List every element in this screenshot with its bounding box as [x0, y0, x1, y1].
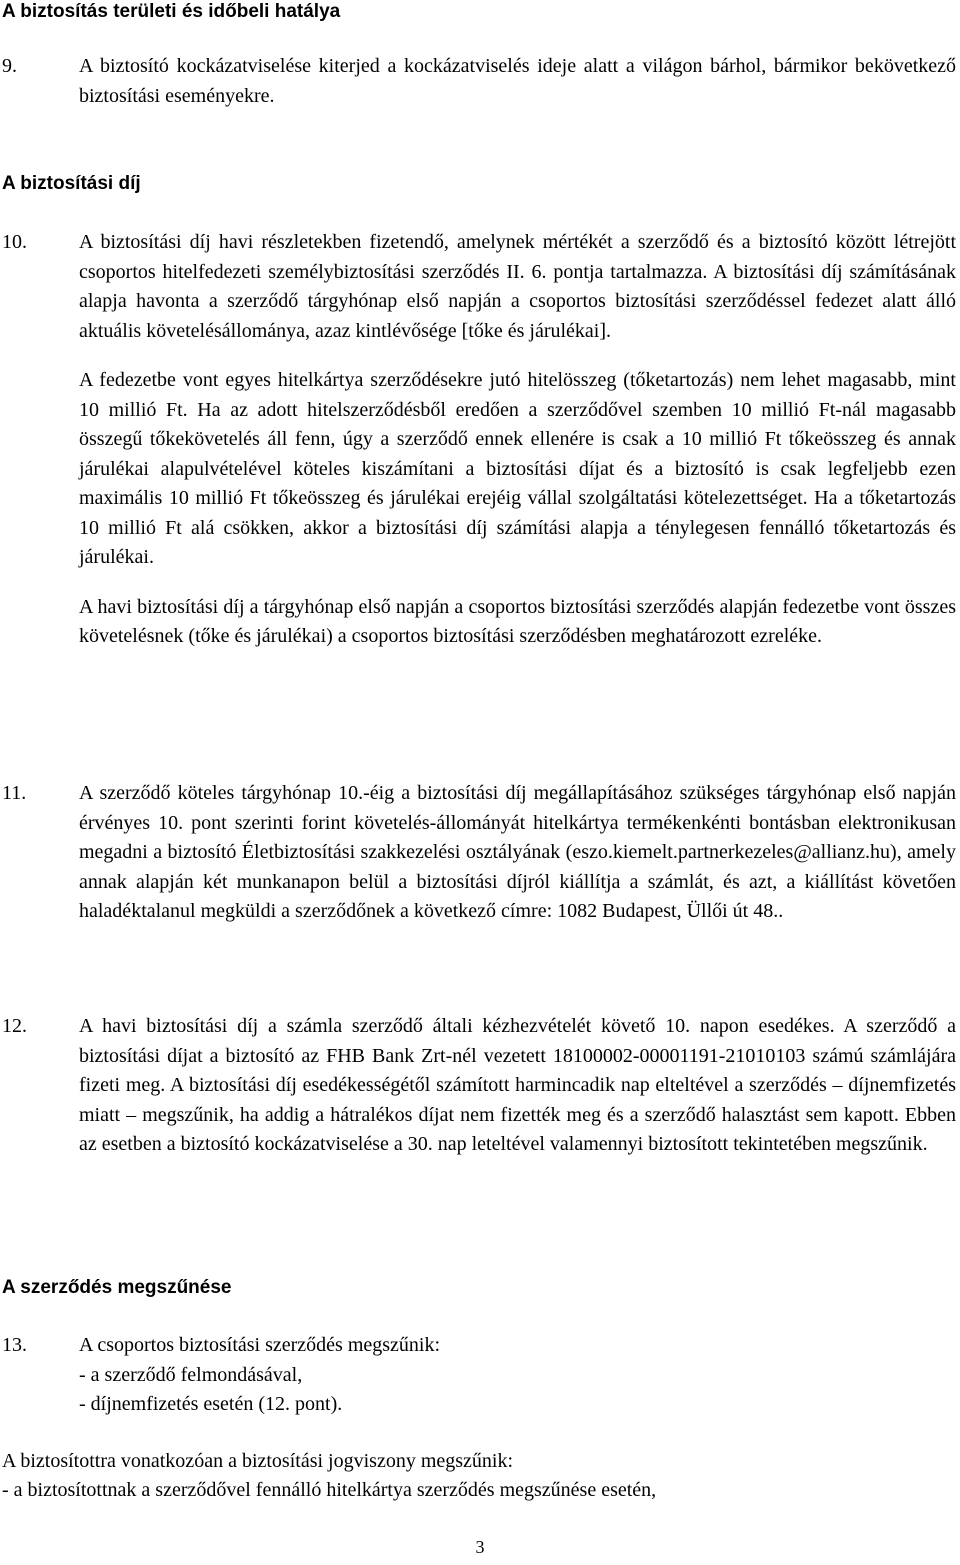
section-title-territorial-scope: A biztosítás területi és időbeli hatálya	[2, 1, 341, 22]
clause-number: 13.	[2, 1334, 27, 1356]
clause-9	[0, 52, 956, 111]
clause-13	[0, 1331, 956, 1420]
insured-intro: A biztosítottra vonatkozóan a biztosítási jogviszony megszűnik:	[2, 1450, 514, 1472]
clause-intro: A csoportos biztosítási szerződés megszűnik:	[79, 1334, 441, 1356]
section-title-premium: A biztosítási díj	[2, 173, 141, 194]
clause-10	[0, 228, 956, 652]
clause-text: A szerződő köteles tárgyhónap 10.-éig a biztosítási díj megállapításához szükséges tárgyhónap első napján érvényes 10. pont szerinti forint követelés-állományát hitelkártya termékenkénti bontásban elektronikusan megadni a biztosító Életbiztosítási szakkezelési osztályának (eszo.kiemelt.partnerkezeles@allianz.hu), amely annak alapján két munkanapon belül a biztosítási díjról kiállítja a számlát, és azt, a kiállítást követően haladéktalanul megküldi a szerződőnek a következő címre: 1082 Budapest, Üllői út 48..	[79, 782, 956, 922]
clause-paragraph: A fedezetbe vont egyes hitelkártya szerződésekre jutó hitelösszeg (tőketartozás) nem lehet magasabb, mint 10 millió Ft. Ha az adott hitelszerződésből eredően a szerződővel szemben 10 millió Ft-nál magasabb összegű tőkekövetelés áll fenn, úgy a szerződő ennek ellenére is csak a 10 millió Ft tőkeösszeg és annak járulékai alapulvételével köteles kiszámítani a biztosítási díjat és a biztosító is csak legfeljebb ezen maximális 10 millió Ft tőkeösszeg és járulékai erejéig vállal szolgáltatási kötelezettséget. Ha a tőketartozás 10 millió Ft alá csökken, akkor a biztosítási díj számítási alapja a ténylegesen fennálló tőketartozás és járulékai.	[79, 369, 956, 568]
clause-number: 9.	[2, 55, 17, 77]
clause-11	[0, 779, 956, 927]
page-number: 3	[475, 1537, 485, 1557]
clause-paragraph: A biztosítási díj havi részletekben fizetendő, amelynek mértékét a szerződő és a biztosító között létrejött csoportos hitelfedezeti személybiztosítási szerződés II. 6. pontja tartalmazza. A biztosítási díj számításának alapja havonta a szerződő tárgyhónap első napján a csoportos biztosítási szerződéssel fedezet alatt álló aktuális követelésállománya, azaz kintlévősége [tőke és járulékai].	[79, 231, 956, 342]
list-item: - a szerződő felmondásával,	[79, 1363, 303, 1386]
clause-number: 12.	[2, 1015, 27, 1037]
clause-text: A biztosító kockázatviselése kiterjed a kockázatviselés ideje alatt a világon bárhol, bármikor bekövetkező biztosítási eseményekre.	[79, 55, 956, 107]
clause-text: A havi biztosítási díj a számla szerződő általi kézhezvételét követő 10. napon esedékes. A szerződő a biztosítási díjat a biztosító az FHB Bank Zrt-nél vezetett 18100002-00001191-21010103 számú számlájára fizeti meg. A biztosítási díj esedékességétől számított harmincadik nap elteltével a szerződés – díjnemfizetés miatt – megszűnik, ha addig a hátralékos díjat nem fizették meg és a szerződő halasztást sem kapott. Ebben az esetben a biztosító kockázatviselése a 30. nap leteltével valamennyi biztosított tekintetében megszűnik.	[79, 1015, 956, 1155]
clause-12	[0, 1012, 956, 1160]
clause-paragraph: A havi biztosítási díj a tárgyhónap első napján a csoportos biztosítási szerződés alapján fedezetbe vont összes követelésnek (tőke és járulékai) a csoportos biztosítási szerződésben meghatározott ezreléke.	[79, 595, 956, 647]
list-item: - a biztosítottnak a szerződővel fennálló hitelkártya szerződés megszűnése esetén,	[2, 1479, 657, 1501]
section-title-termination: A szerződés megszűnése	[2, 1277, 232, 1298]
list-item: - díjnemfizetés esetén (12. pont).	[79, 1393, 343, 1415]
clause-number: 11.	[2, 782, 27, 804]
clause-number: 10.	[2, 231, 27, 253]
